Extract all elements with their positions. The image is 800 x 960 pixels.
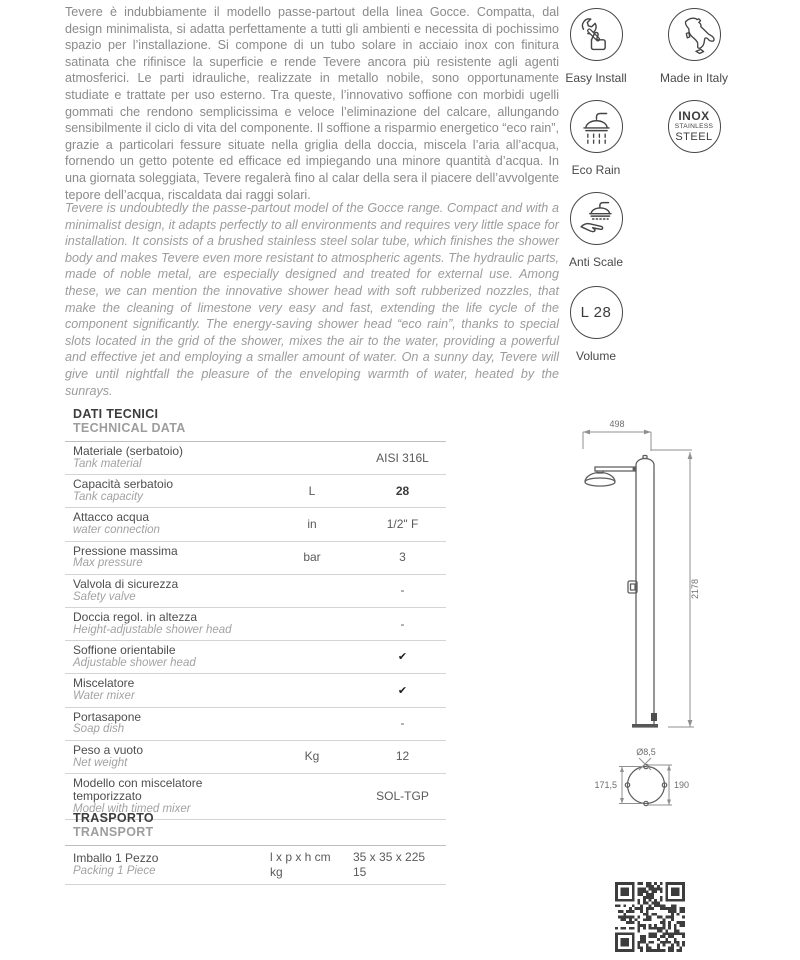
row-value: SOL-TGP [376, 789, 429, 804]
row-value: 28 [395, 483, 410, 498]
row-label-en: Packing 1 Piece [73, 864, 156, 877]
technical-drawing-base-view [595, 744, 705, 815]
badge-volume [554, 286, 638, 363]
table-row [65, 741, 446, 774]
dim-base-label: 190 [674, 780, 690, 790]
table-title-en: TECHNICAL DATA [73, 420, 186, 435]
badge-label: Made in Italy [659, 71, 729, 85]
row-label-en: Net weight [73, 756, 128, 769]
table-header [65, 406, 446, 442]
row-label-it: Modello con miscelatore temporizzato [73, 776, 203, 803]
table-row [65, 846, 446, 885]
row-label-en: Model with timed mixer [73, 802, 191, 815]
eco-rain-icon [570, 100, 623, 153]
row-label-it: Capacità serbatoio [73, 477, 174, 492]
row-label-it: Soffione orientabile [73, 643, 176, 658]
badge-anti-scale [554, 192, 638, 269]
row-label-it: Attacco acqua [73, 510, 150, 525]
table-title-it: DATI TECNICI [73, 407, 159, 421]
italy-map-icon [668, 8, 721, 61]
description-italian: Tevere è indubbiamente il modello passe-partout della linea Gocce. Compatta, dal design minimalista, si adatta perfettamente a tutti gli ambienti e necessita di pochissimo spazio per l’installazione. Si compone di un tubo solare in acciaio inox con finitura satinata che rifinisce la superficie e rende Tevere ancora più resistente agli agenti atmosferici. Le parti idrauliche, realizzate in metallo nobile, sono opportunamente studiate e trattate per uso esterno. Tra queste, l’innovativo soffione con morbidi ugelli gommati che rendono semplicissima e veloce l’eliminazione del calcare, allungando sensibilmente il ciclo di vita del componente. Il soffione a risparmio energetico “eco rain”, grazie a particolari fessure situate nella griglia della doccia, miscela l’aria all’acqua, fornendo un getto potente ed efficace ed impiegando una minore quantità d’acqua. In una giornata soleggiata, Tevere regalerà fino al calar della sera il piacere dell’avvolgente tepore dell’acqua, riscaldata dai raggi solari. [65, 5, 559, 202]
dim-height-label: 2178 [690, 578, 700, 600]
inox-line: INOX [678, 109, 710, 123]
row-value: 15 [353, 864, 367, 879]
row-unit: l x p x h cm [270, 850, 331, 864]
dim-hole-label: Ø8,5 [636, 747, 656, 757]
inox-steel-icon [668, 100, 721, 153]
table-header [65, 810, 446, 846]
table-title-en: TRANSPORT [73, 824, 154, 839]
row-value: 3 [399, 550, 406, 565]
badge-label: Anti Scale [568, 255, 624, 269]
row-label-it: Miscelatore [73, 676, 135, 691]
table-row [65, 442, 446, 475]
row-label-en: Tank material [73, 457, 142, 470]
dim-width-label: 498 [609, 419, 625, 429]
table-row [65, 608, 446, 641]
row-unit: bar [303, 550, 321, 565]
row-value: - [400, 716, 405, 731]
table-row [65, 508, 446, 541]
inox-line: STAINLESS [674, 123, 714, 130]
row-label-it: Portasapone [73, 709, 142, 724]
row-label-it: Pressione massima [73, 543, 178, 558]
anti-scale-icon [570, 192, 623, 245]
row-label-en: Water mixer [73, 690, 135, 703]
technical-drawing-front-view [570, 412, 730, 739]
easy-install-icon [570, 8, 623, 61]
badge-inox-steel [652, 100, 736, 153]
row-value: - [400, 583, 405, 598]
transport-table [65, 810, 446, 885]
row-label-it: Imballo 1 Pezzo [73, 850, 159, 865]
description-english: Tevere is undoubtedly the passe-partout model of the Gocce range. Compact and with a minimalist design, it adapts perfectly to all environments and requires very little space for installation. It consists of a brushed stainless steel solar tube, which finishes the shower body and makes Tevere even more resistant to atmospheric agents. The hydraulic parts, made of noble metal, are especially designed and treated for external use. Among these, we can mention the innovative shower head with soft rubberized nozzles, that make the cleaning of limestone very easy and fast, extending the life cycle of the component significantly. The energy-saving shower head “eco rain”, thanks to special slots located in the grid of the shower, mixes the air to the water, providing a powerful and effective jet and employing a smaller amount of water. On a sunny day, Tevere will give until nightfall the pleasure of the enveloping warmth of water, heated by the sunrays. [65, 201, 559, 398]
table-row [65, 542, 446, 575]
base-plate [632, 724, 658, 728]
row-label-en: Height-adjustable shower head [73, 623, 232, 636]
row-unit: L [308, 483, 316, 498]
row-label-en: Adjustable shower head [73, 657, 196, 670]
dim-pitch-label: 171,5 [595, 780, 617, 790]
badge-label: Eco Rain [571, 163, 621, 177]
technical-data-table [65, 406, 446, 820]
volume-icon [570, 286, 623, 339]
row-value: 1/2" F [386, 517, 419, 531]
badge-label: Easy Install [565, 71, 627, 85]
qr-code [615, 882, 685, 952]
inox-line: STEEL [675, 131, 713, 143]
row-label-en: water connection [73, 524, 160, 537]
row-label-it: Materiale (serbatoio) [73, 444, 184, 458]
table-row [65, 708, 446, 741]
table-row [65, 674, 446, 707]
badge-made-in-italy [652, 8, 736, 85]
row-value: - [400, 616, 405, 631]
row-value-check: ✔ [397, 651, 408, 664]
row-value: 35 x 35 x 225 [353, 850, 426, 864]
table-row [65, 575, 446, 608]
row-value-check: ✔ [397, 684, 408, 697]
row-unit: in [307, 517, 317, 531]
badge-easy-install [554, 8, 638, 85]
table-row [65, 475, 446, 508]
row-label-en: Safety valve [73, 590, 136, 603]
row-label-en: Tank capacity [73, 491, 143, 503]
badge-label: Volume [575, 349, 617, 363]
water-inlet [651, 713, 657, 721]
row-value: 12 [395, 749, 410, 764]
row-label-en: Soap dish [73, 723, 125, 736]
badge-eco-rain [554, 100, 638, 177]
row-value: AISI 316L [376, 450, 429, 465]
row-label-it: Doccia regol. in altezza [73, 610, 198, 625]
volume-value: L 28 [580, 304, 612, 321]
table-title-it: TRASPORTO [73, 811, 154, 825]
row-unit: Kg [304, 749, 320, 764]
row-label-en: Max pressure [73, 557, 143, 570]
table-row [65, 641, 446, 674]
row-label-it: Peso a vuoto [73, 742, 144, 757]
row-unit: kg [270, 864, 283, 879]
row-label-it: Valvola di sicurezza [73, 576, 179, 591]
